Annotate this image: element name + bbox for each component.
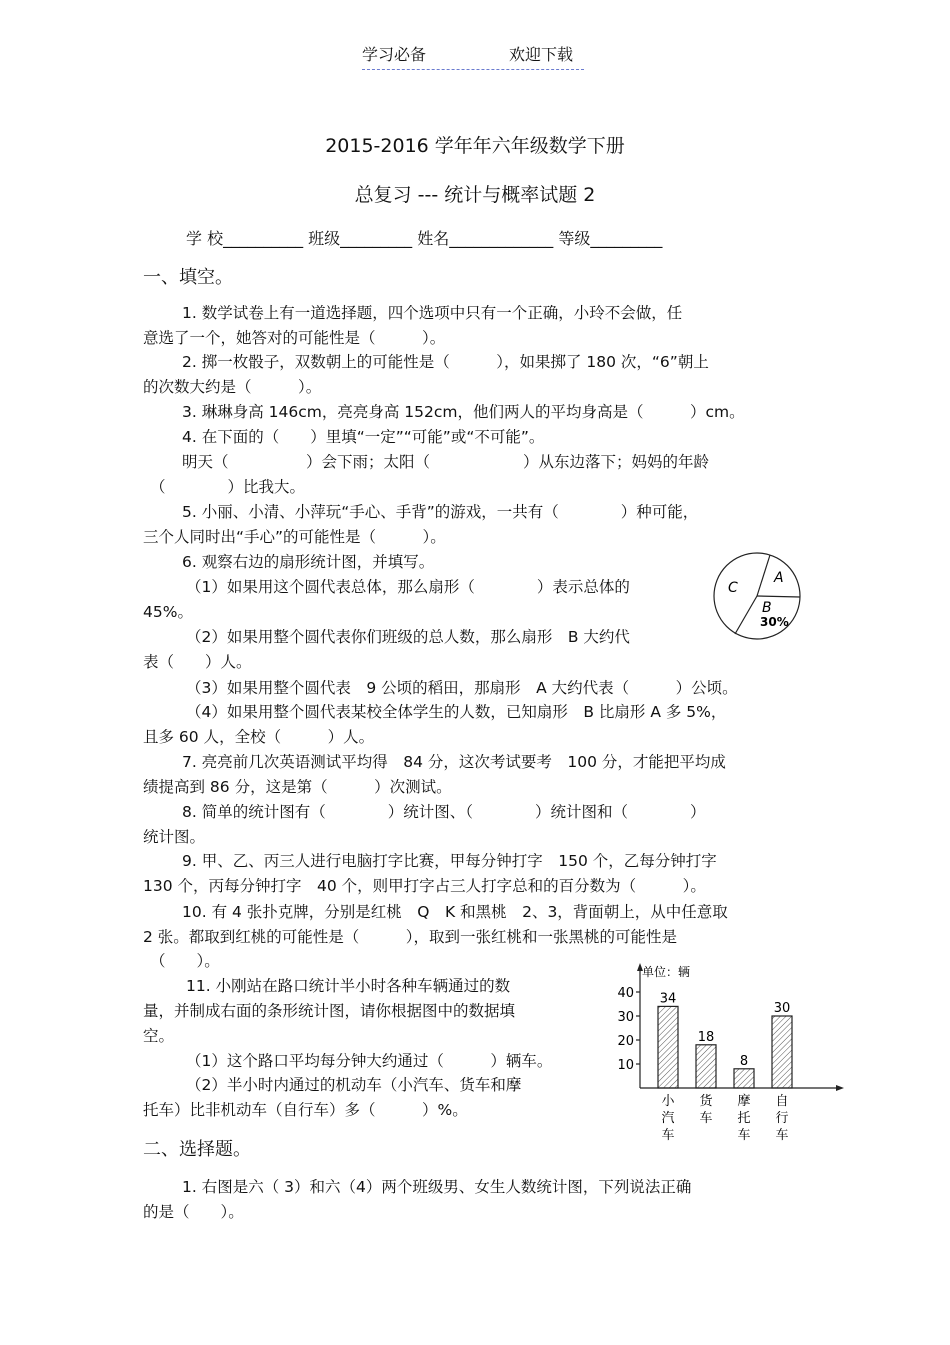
- question-3: 3. 琳琳身高 146cm，亮亮身高 152cm，他们两人的平均身高是（ ）cm。: [182, 403, 745, 421]
- x-category-label-1-3: 车: [661, 1128, 675, 1143]
- question-9-line1: 9. 甲、乙、丙三人进行电脑打字比赛，甲每分钟打字 150 个，乙每分钟打字: [182, 852, 717, 870]
- question-6-2-line1: （2）如果用整个圆代表你们班级的总人数，那么扇形 B 大约代: [186, 628, 630, 646]
- pie-divider-c: [735, 596, 757, 634]
- bar-value-label-3: 8: [739, 1053, 749, 1069]
- x-category-label-3-1: 摩: [737, 1094, 751, 1109]
- question-6-1-line1: （1）如果用这个圆代表总体，那么扇形（ ）表示总体的: [186, 578, 630, 596]
- question-7-line1: 7. 亮亮前几次英语测试平均得 84 分，这次考试要考 100 分，才能把平均成: [182, 753, 726, 771]
- header-left: 学习必备: [362, 45, 427, 64]
- y-tick-label-20: 20: [617, 1034, 634, 1049]
- question-4-line2: 明天（ ）会下雨；太阳（ ）从东边落下；妈妈的年龄: [182, 453, 710, 471]
- question-11-line2: 量，并制成右面的条形统计图，请你根据图中的数据填: [143, 1002, 516, 1020]
- question-2-line2: 的次数大约是（ ）。: [143, 378, 322, 396]
- x-category-label-2-2: 车: [699, 1111, 713, 1126]
- question-5-line2: 三个人同时出“手心”的可能性是（ ）。: [143, 528, 446, 546]
- page-header: [362, 42, 584, 70]
- x-category-label-4-2: 行: [775, 1111, 789, 1126]
- question-4-line3: （ ）比我大。: [150, 478, 306, 496]
- question-11-2-line2: 托车）比非机动车（自行车）多（ ）%。: [143, 1101, 468, 1119]
- pie-value-b: 30%: [760, 615, 789, 629]
- x-category-label-3-3: 车: [737, 1128, 751, 1143]
- question-6-1-line2: 45%。: [143, 603, 193, 621]
- y-tick-label-10: 10: [617, 1058, 634, 1073]
- question-6-4-line1: （4）如果用整个圆代表某校全体学生的人数，已知扇形 B 比扇形 A 多 5%，: [186, 703, 727, 721]
- pie-chart: [710, 550, 810, 642]
- y-tick-label-30: 30: [617, 1010, 634, 1025]
- bar-value-label-4: 30: [773, 1001, 791, 1016]
- page-title: 2015-2016 学年年六年级数学下册: [325, 135, 625, 157]
- x-category-label-1-1: 小: [661, 1094, 675, 1109]
- question-8-line1: 8. 简单的统计图有（ ）统计图、（ ）统计图和（ ）: [182, 803, 706, 821]
- bar-value-label-2: 18: [697, 1029, 715, 1045]
- header-right: 欢迎下载: [509, 45, 574, 64]
- student-info-line: 学 校__________ 班级_________ 姓名_____________ 等级_________: [186, 229, 663, 248]
- choice-1-line2: 的是（ ）。: [143, 1203, 244, 1221]
- question-10-line2: 2 张。都取到红桃的可能性是（ ），取到一张红桃和一张黑桃的可能性是: [143, 928, 678, 946]
- question-6-3: （3）如果用整个圆代表 9 公顷的稻田，那扇形 A 大约代表（ ）公顷。: [186, 679, 738, 697]
- bar-4: [772, 1016, 792, 1088]
- question-8-line2: 统计图。: [143, 828, 206, 846]
- choice-1-line1: 1. 右图是六（ 3）和六（4）两个班级男、女生人数统计图，下列说法正确: [182, 1178, 692, 1196]
- x-category-label-4-1: 自: [775, 1094, 789, 1109]
- question-7-line2: 绩提高到 86 分，这是第（ ）次测试。: [143, 778, 452, 796]
- x-category-label-2-1: 货: [699, 1094, 713, 1109]
- x-category-label-1-2: 汽: [661, 1111, 675, 1126]
- question-11-line1: 11. 小刚站在路口统计半小时各种车辆通过的数: [186, 977, 511, 995]
- pie-label-c: C: [728, 580, 738, 596]
- question-2-line1: 2. 掷一枚骰子，双数朝上的可能性是（ ），如果掷了 180 次，“6”朝上: [182, 353, 709, 371]
- question-6-2-line2: 表（ ）人。: [143, 653, 252, 671]
- pie-label-b: B: [762, 600, 772, 616]
- section-heading-choice: 二、选择题。: [143, 1139, 251, 1160]
- bar-3: [734, 1069, 754, 1088]
- pie-label-a: A: [774, 570, 784, 586]
- question-6-4-line2: 且多 60 人，全校（ ）人。: [143, 728, 375, 746]
- chart-unit-label: 单位：辆: [642, 965, 691, 979]
- question-11-2-line1: （2）半小时内通过的机动车（小汽车、货车和摩: [186, 1076, 522, 1094]
- question-5-line1: 5. 小丽、小清、小萍玩“手心、手背”的游戏，一共有（ ）种可能，: [182, 503, 699, 521]
- bar-value-label-1: 34: [659, 991, 677, 1007]
- bar-2: [696, 1045, 716, 1088]
- section-heading-fill: 一、填空。: [143, 267, 233, 288]
- bar-chart: [610, 960, 850, 1150]
- question-1-line1: 1. 数学试卷上有一道选择题，四个选项中只有一个正确，小玲不会做，任: [182, 304, 683, 322]
- pie-divider-a: [757, 555, 770, 596]
- question-6: 6. 观察右边的扇形统计图，并填写。: [182, 553, 435, 571]
- pie-divider-b: [757, 596, 800, 597]
- x-category-label-3-2: 托: [737, 1111, 751, 1126]
- bar-1: [658, 1006, 678, 1088]
- question-11-line3: 空。: [143, 1027, 175, 1045]
- question-1-line2: 意选了一个，她答对的可能性是（ ）。: [143, 329, 446, 347]
- x-category-label-4-3: 车: [775, 1128, 789, 1143]
- x-axis-arrow: [836, 1085, 844, 1091]
- question-9-line2: 130 个，丙每分钟打字 40 个，则甲打字占三人打字总和的百分数为（ ）。: [143, 877, 706, 895]
- question-10-line1: 10. 有 4 张扑克牌，分别是红桃 Q K 和黑桃 2、3，背面朝上，从中任意取: [182, 903, 728, 921]
- question-4-line1: 4. 在下面的（ ）里填“一定”“可能”或“不可能”。: [182, 428, 545, 446]
- question-11-1: （1）这个路口平均每分钟大约通过（ ）辆车。: [186, 1052, 553, 1070]
- y-tick-label-40: 40: [617, 986, 634, 1001]
- question-10-line3: （ ）。: [150, 952, 220, 970]
- page-subtitle: 总复习 --- 统计与概率试题 2: [354, 184, 596, 206]
